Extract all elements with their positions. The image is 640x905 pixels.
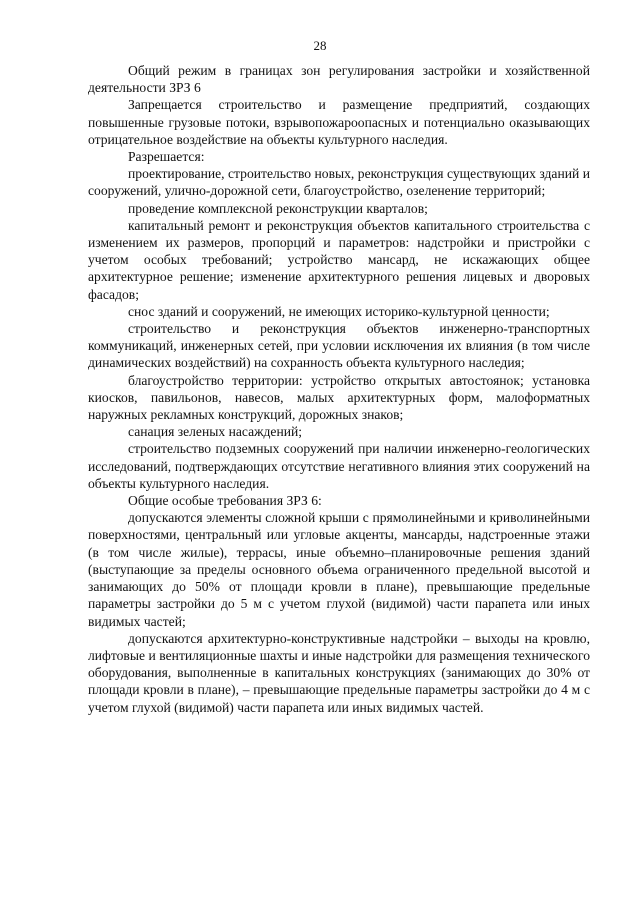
paragraph-permitted-heading: Разрешается: <box>128 149 205 165</box>
paragraph-roof-superstructures: допускаются архитектурно-конструктивные надстройки – выходы на кровлю, лифтовые и вентиляционные шахты и иные надстройки для размещения технического оборудования, выполненные в капитальных конструкциях (занимающих до 30% от площади кровли в плане), – превышающие предельные параметры застройки до 4 м с учетом глухой (видимой) части парапета или иных видимых частей. <box>88 630 590 715</box>
paragraph-capital-repair: капитальный ремонт и реконструкция объектов капитального строительства с изменением их размеров, пропорций и параметров: надстройки и пристройки с учетом особых требований; устройство мансард, не искажающих общее архитектурное решение; изменение архитектурного решения лицевых и дворовых фасадов; <box>88 217 590 302</box>
paragraph-prohibited: Запрещается строительство и размещение предприятий, создающих повышенные грузовые потоки, взрывопожароопасных и потенциально оказывающих отрицательное воздействие на объекты культурного наследия. <box>88 97 590 147</box>
paragraph-design-construction: проектирование, строительство новых, реконструкция существующих зданий и сооружений, улично-дорожной сети, благоустройство, озеленение территорий; <box>88 166 590 199</box>
paragraph-utilities: строительство и реконструкция объектов инженерно-транспортных коммуникаций, инженерных сетей, при условии исключения их влияния (в том числе динамических воздействий) на сохранность объекта культурного наследия; <box>88 321 590 371</box>
paragraph-green-sanitation: санация зеленых насаждений; <box>128 424 303 440</box>
paragraph-landscaping: благоустройство территории: устройство открытых автостоянок; установка киосков, павильонов, навесов, малых архитектурных форм, малоформатных наружных рекламных конструкций, дорожных знаков; <box>88 372 590 423</box>
page-number: 28 <box>313 38 327 53</box>
paragraph-zrz6-regime-heading: Общий режим в границах зон регулирования застройки и хозяйственной деятельности ЗРЗ 6 <box>88 63 590 96</box>
paragraph-complex-roof: допускаются элементы сложной крыши с прямолинейными и криволинейными поверхностями, центральный или угловые акценты, мансарды, надстроенные этажи (в том числе жилые), террасы, иные объемно–планировочные решения зданий (выступающие за пределы основного объема ограниченного предельной высотой и занимающих до 50% от площади кровли в плане), превышающие предельные параметры застройки до 5 м с учетом глухой (видимой) части парапета или иных видимых частей; <box>88 510 590 629</box>
paragraph-underground: строительство подземных сооружений при наличии инженерно-геологических исследований, подтверждающих отсутствие негативного влияния этих сооружений на объекты культурного наследия. <box>88 441 590 491</box>
document-body <box>88 62 590 716</box>
paragraph-demolition: снос зданий и сооружений, не имеющих историко-культурной ценности; <box>128 303 550 319</box>
paragraph-special-requirements-heading: Общие особые требования ЗРЗ 6: <box>128 493 322 509</box>
paragraph-complex-reconstruction: проведение комплексной реконструкции кварталов; <box>128 200 428 216</box>
